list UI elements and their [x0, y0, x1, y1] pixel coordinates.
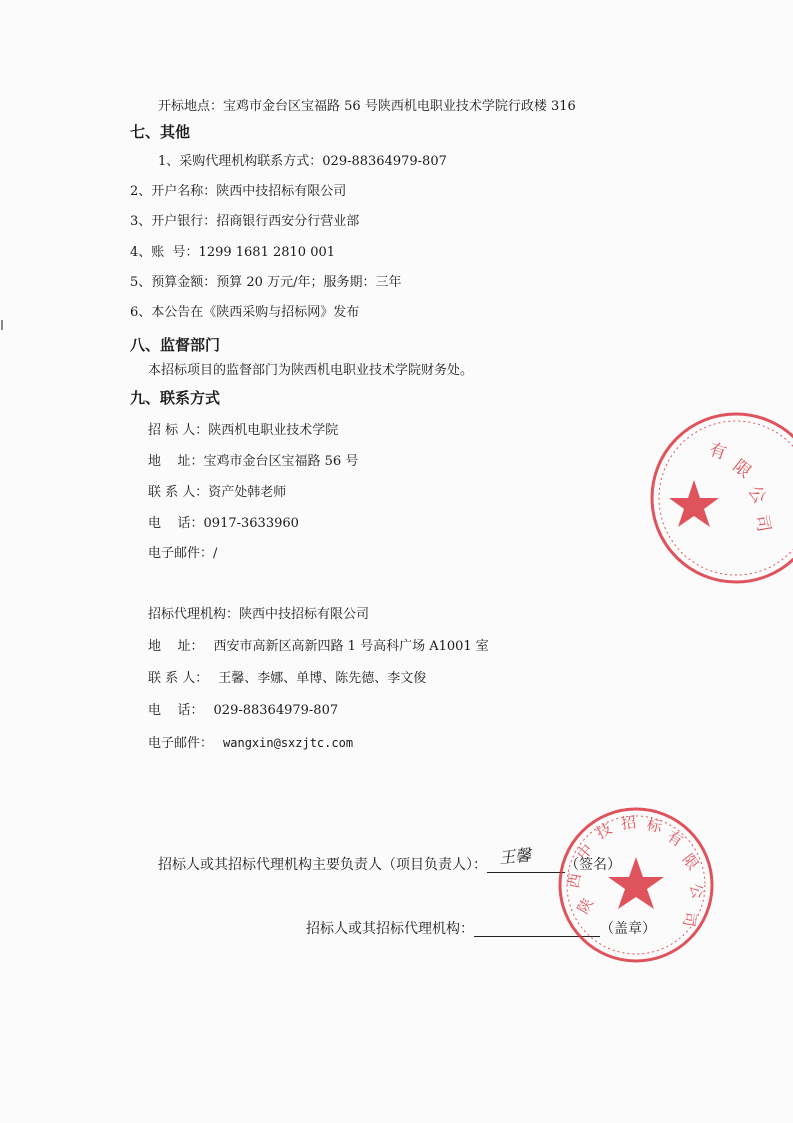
- agency-email-line: [148, 735, 353, 752]
- section9-title: 九、联系方式: [130, 389, 221, 407]
- seal-note: （盖章）: [600, 921, 656, 937]
- section8-title: 八、监督部门: [130, 336, 221, 354]
- svg-text:技: 技: [593, 819, 616, 843]
- field-value: 宝鸡市金台区宝福路 56 号: [203, 454, 359, 469]
- svg-text:陕: 陕: [573, 894, 597, 917]
- tenderer-contact-line: [148, 485, 286, 501]
- field-value: 王馨、李娜、单博、陈先德、李文俊: [218, 671, 427, 686]
- field-value: 西安市高新区高新四路 1 号高科广场 A1001 室: [213, 639, 489, 654]
- signed-name: 王馨: [498, 845, 532, 868]
- item-value: 1299 1681 2810 001: [198, 245, 336, 260]
- sign-note: （签名）: [565, 857, 621, 873]
- section7-item-5: [130, 275, 401, 291]
- tenderer-phone-line: [148, 516, 299, 532]
- svg-text:限: 限: [728, 456, 755, 483]
- field-label: 招 标 人：: [148, 423, 209, 438]
- svg-text:中: 中: [573, 840, 597, 864]
- field-value: 资产处韩老师: [208, 485, 287, 500]
- svg-text:公: 公: [743, 482, 770, 508]
- item-label: 4、账 号：: [130, 245, 199, 260]
- item-value: 陕西中技招标有限公司: [216, 184, 347, 199]
- field-label: 地 址：: [148, 454, 204, 469]
- svg-text:招: 招: [620, 813, 638, 833]
- section7-item-3: [130, 214, 359, 230]
- company-stamp-partial: [648, 410, 793, 585]
- item-label: 3、开户银行：: [130, 214, 217, 229]
- field-label: 招标代理机构：: [148, 607, 240, 622]
- svg-text:有: 有: [706, 439, 729, 465]
- agency-name-line: [148, 607, 369, 623]
- svg-text:司: 司: [751, 513, 774, 534]
- field-label: 地 址：: [148, 639, 204, 654]
- item-label: 2、开户名称：: [130, 184, 217, 199]
- tenderer-address-line: [148, 454, 358, 470]
- field-value: 陕西中技招标有限公司: [239, 607, 370, 622]
- section7-title: 七、其他: [130, 123, 191, 141]
- agency-phone-line: [148, 703, 338, 719]
- field-label: 电 话：: [148, 516, 204, 531]
- svg-text:司: 司: [679, 910, 700, 929]
- section7-item-6: [130, 305, 359, 321]
- field-value: 0917-3633960: [203, 516, 299, 531]
- bid-location-value: 宝鸡市金台区宝福路 56 号陕西机电职业技术学院行政楼 316: [223, 99, 576, 114]
- principal-signature-line: [158, 845, 621, 873]
- field-label: 联 系 人：: [148, 485, 209, 500]
- section7-item-4: [130, 245, 335, 261]
- section7-item-2: [130, 184, 346, 200]
- field-value: wangxin@sxzjtc.com: [223, 736, 354, 750]
- section7-item-1: [158, 154, 447, 170]
- bid-location-line: [158, 99, 576, 115]
- field-label: 电子邮件：: [148, 546, 214, 561]
- agency-seal-label: 招标人或其招标代理机构：: [306, 921, 474, 937]
- item-label: 1、采购代理机构联系方式：: [158, 154, 323, 169]
- agency-contact-line: [148, 671, 426, 687]
- item-value: 预算 20 万元/年；服务期：三年: [216, 275, 402, 290]
- svg-text:标: 标: [645, 815, 664, 837]
- bid-location-label: 开标地点：: [158, 99, 224, 114]
- item-value: 029-88364979-807: [322, 154, 447, 169]
- item-label: 5、预算金额：: [130, 275, 217, 290]
- svg-text:限: 限: [678, 850, 703, 874]
- signature-field: [487, 845, 565, 873]
- company-stamp: [556, 805, 716, 965]
- field-value: 陕西机电职业技术学院: [208, 423, 339, 438]
- tenderer-email-line: [148, 546, 217, 562]
- field-label: 电子邮件：: [148, 736, 214, 751]
- svg-text:西: 西: [564, 871, 585, 890]
- svg-text:公: 公: [686, 881, 708, 901]
- scan-margin-mark: [1, 320, 3, 330]
- field-label: 电 话：: [148, 703, 204, 718]
- tenderer-name-line: [148, 423, 338, 439]
- item-label: 6、本公告在《陕西采购与招标网》发布: [130, 305, 360, 320]
- field-value: 029-88364979-807: [213, 703, 339, 718]
- principal-label: 招标人或其招标代理机构主要负责人（项目负责人）：: [158, 857, 487, 873]
- item-value: 招商银行西安分行营业部: [216, 214, 360, 229]
- svg-text:有: 有: [663, 827, 687, 851]
- agency-address-line: [148, 639, 489, 655]
- section8-text: 本招标项目的监督部门为陕西机电职业技术学院财务处。: [148, 363, 474, 378]
- field-value: /: [213, 546, 218, 561]
- field-label: 联 系 人：: [148, 671, 209, 686]
